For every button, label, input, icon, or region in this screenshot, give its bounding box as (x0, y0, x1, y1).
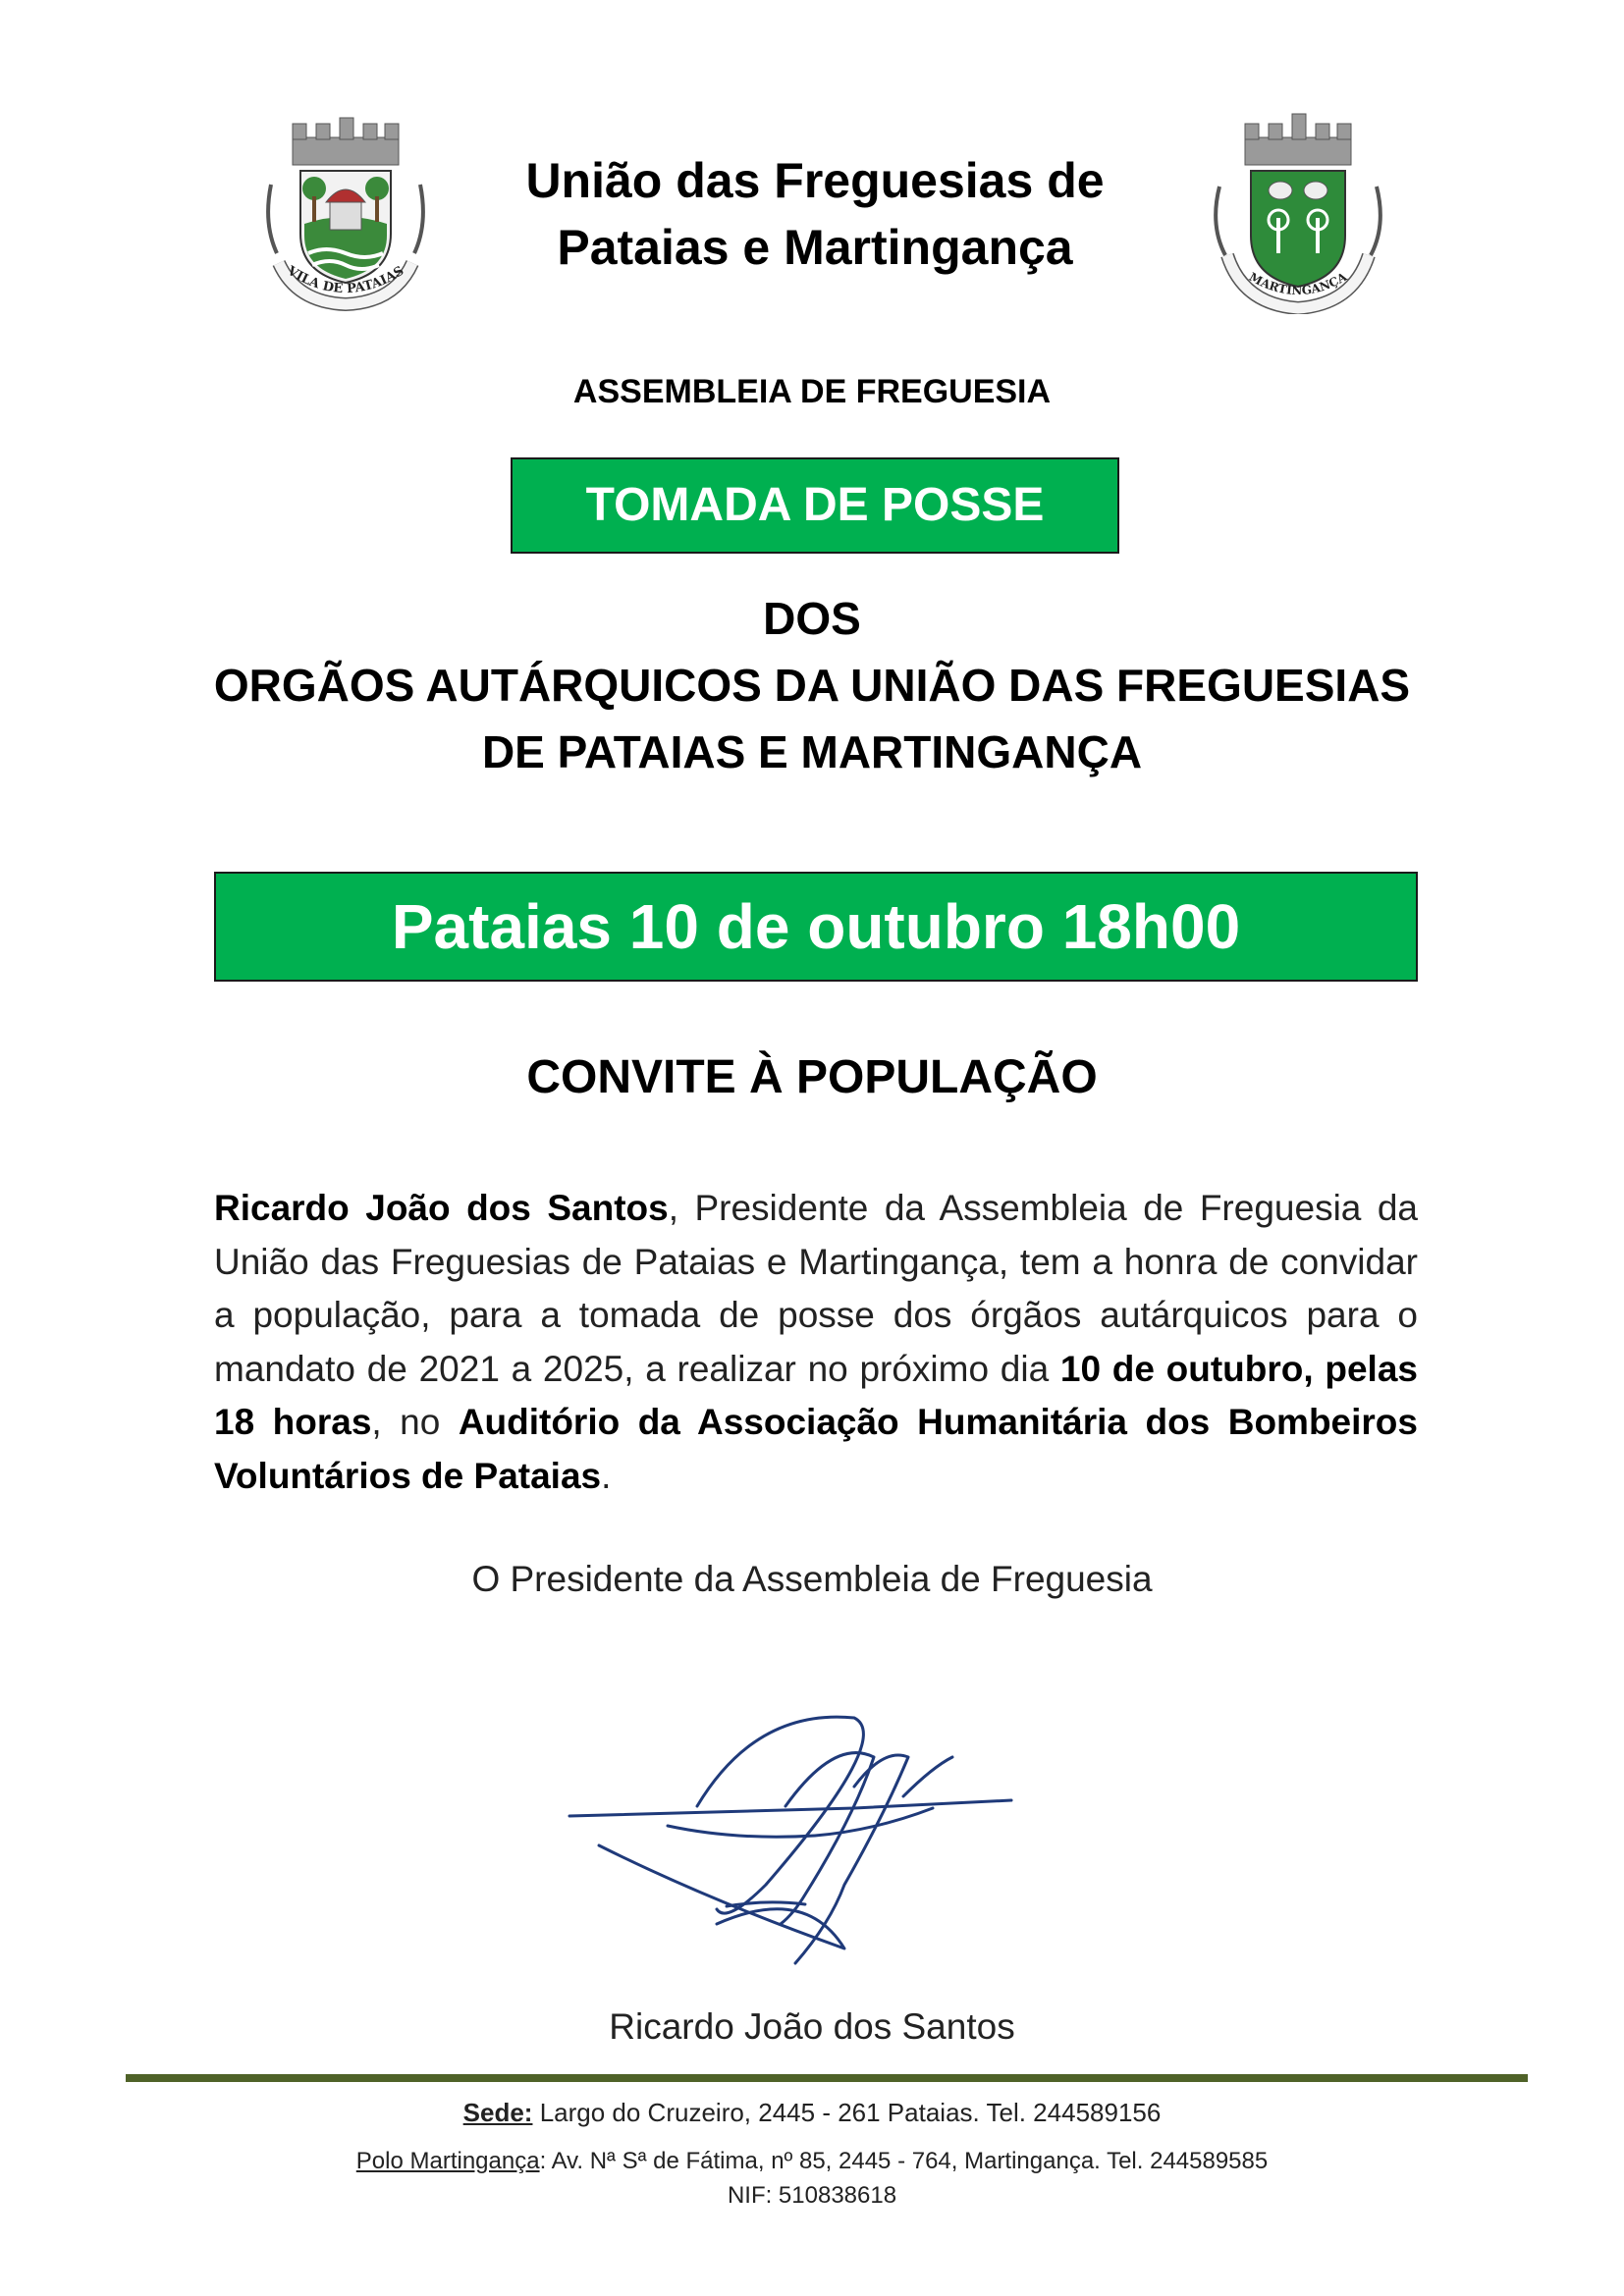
assembleia-heading: ASSEMBLEIA DE FREGUESIA (572, 373, 1052, 410)
crest-left-label: VILA DE PATAIAS (284, 263, 407, 297)
title-line-2: Pataias e Martingança (557, 220, 1073, 275)
polo-label: Polo Martingança (355, 2148, 540, 2174)
sede-label: Sede: (462, 2098, 533, 2127)
convite-heading: CONVITE À POPULAÇÃO (526, 1051, 1098, 1103)
president-name: Ricardo João dos Santos (214, 1188, 669, 1228)
body-part-2: , no (371, 1402, 459, 1442)
footer-divider (126, 2074, 1528, 2082)
headline-line-3: DE PATAIAS E MARTINGANÇA (481, 726, 1143, 777)
header-title (471, 147, 1159, 281)
body-part-3: . (601, 1455, 612, 1496)
polo-address: : Av. Nª Sª de Fátima, nº 85, 2445 - 764, Martingança. Tel. 244589585 (539, 2148, 1269, 2174)
headline-line-1: DOS (763, 593, 861, 644)
tomada-de-posse-banner: TOMADA DE POSSE (511, 457, 1119, 554)
footer-nif: NIF: 510838618 (727, 2182, 897, 2209)
footer-polo (0, 2148, 1624, 2175)
body-part-1: , Presidente da Assembleia de Freguesia da União das Freguesias de Pataias e Martingança, tem a honra de convidar a população, para a tomada de posse dos órgãos autárquicos para o mandato de 2021 a 2025, a realizar no próximo dia (214, 1188, 1419, 1389)
crest-right-label: MARTINGANÇA (1246, 269, 1350, 298)
event-venue: Auditório da Associação Humanitária dos Bombeiros Voluntários de Pataias (214, 1402, 1418, 1496)
event-headline (0, 585, 1624, 785)
title-line-1: União das Freguesias de (525, 153, 1105, 208)
footer-sede (0, 2098, 1624, 2128)
signature (560, 1698, 1051, 1993)
martinganca-coat-of-arms (1200, 108, 1396, 314)
signer-name: Ricardo João dos Santos (609, 2006, 1015, 2047)
invitation-paragraph (214, 1182, 1418, 1503)
event-time: 10 de outubro, pelas 18 horas (214, 1348, 1418, 1442)
date-banner: Pataias 10 de outubro 18h00 (214, 872, 1418, 982)
closing-line: O Presidente da Assembleia de Freguesia (471, 1559, 1153, 1599)
pataias-coat-of-arms (257, 116, 434, 312)
sede-address: Largo do Cruzeiro, 2445 - 261 Pataias. Tel. 244589156 (532, 2098, 1162, 2127)
headline-line-2: ORGÃOS AUTÁRQUICOS DA UNIÃO DAS FREGUESIAS (213, 660, 1411, 711)
